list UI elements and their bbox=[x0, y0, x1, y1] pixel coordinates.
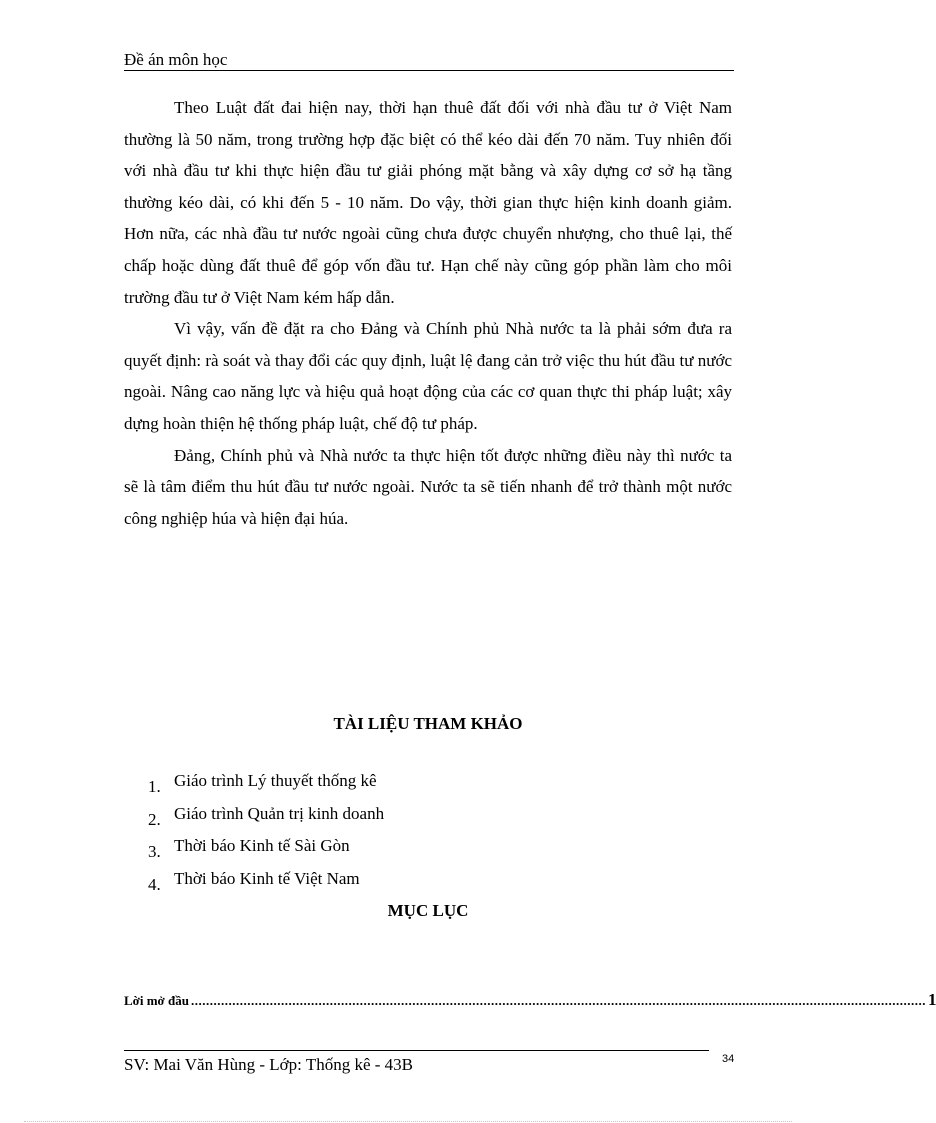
page-header bbox=[124, 48, 734, 71]
references-list bbox=[148, 768, 708, 898]
reference-item bbox=[148, 866, 708, 899]
reference-number: 2. bbox=[148, 809, 161, 829]
page-number: 34 bbox=[722, 1053, 735, 1065]
page-bottom-edge bbox=[24, 1121, 792, 1122]
header-title: Đề án môn học bbox=[124, 50, 228, 69]
footer-divider bbox=[124, 1050, 709, 1051]
reference-text: Giáo trình Quản trị kinh doanh bbox=[174, 803, 385, 823]
paragraph-land-law: Theo Luật đất đai hiện nay, thời hạn thuê đất đối với nhà đầu tư ở Việt Nam thường là 50 năm, trong trường hợp đặc biệt có thể kéo dài đến 70 năm. Tuy nhiên đối với nhà đầu tư khi thực hiện đầu tư giải phóng mặt bằng và xây dựng cơ sở hạ tầng thường kéo dài, có khi đến 5 - 10 năm. Do vậy, thời gian thực hiện kinh doanh giảm. Hơn nữa, các nhà đầu tư nước ngoài cũng chưa được chuyển nhượng, cho thuê lại, thế chấp hoặc dùng đất thuê để góp vốn đầu tư. Hạn chế này cũng góp phần làm cho môi trường đầu tư ở Việt Nam kém hấp dẫn. bbox=[124, 98, 732, 307]
toc-entry-label: Lời mở đầu bbox=[124, 993, 189, 1008]
reference-number: 1. bbox=[148, 777, 161, 796]
body-text bbox=[124, 92, 732, 534]
reference-text: Thời báo Kinh tế Việt Nam bbox=[174, 868, 360, 888]
toc-dot-leader: .................................................................................................................................................................................................... bbox=[190, 993, 926, 1008]
paragraph-conclusion: Đảng, Chính phủ và Nhà nước ta thực hiện tốt được những điều này thì nước ta sẽ là tâm điểm thu hút đầu tư nước ngoài. Nước ta sẽ tiến nhanh để trở thành một nước công nghiệp húa và hiện đại húa. bbox=[124, 445, 732, 528]
reference-text: Giáo trình Lý thuyết thống kê bbox=[174, 771, 377, 790]
toc-title: MỤC LỤC bbox=[387, 901, 469, 920]
reference-item bbox=[148, 833, 708, 866]
references-title: TÀI LIỆU THAM KHẢO bbox=[333, 714, 523, 733]
footer-student-info: SV: Mai Văn Hùng - Lớp: Thống kê - 43B bbox=[124, 1055, 413, 1074]
reference-item bbox=[148, 801, 708, 834]
toc-entry bbox=[124, 990, 936, 1014]
toc-entry-page: 1 bbox=[927, 990, 936, 1009]
paragraph-government-task: Vì vậy, vấn đề đặt ra cho Đảng và Chính phủ Nhà nước ta là phải sớm đưa ra quyết định: rà soát và thay đổi các quy định, luật lệ đang cản trở việc thu hút đầu tư nước ngoài. Nâng cao năng lực và hiệu quả hoạt động của các cơ quan thực thi pháp luật; xây dựng hoàn thiện hệ thống pháp luật, chế độ tư pháp. bbox=[124, 319, 732, 433]
reference-number: 4. bbox=[148, 874, 161, 894]
reference-item bbox=[148, 768, 708, 801]
reference-number: 3. bbox=[148, 842, 161, 861]
reference-text: Thời báo Kinh tế Sài Gòn bbox=[174, 836, 350, 855]
